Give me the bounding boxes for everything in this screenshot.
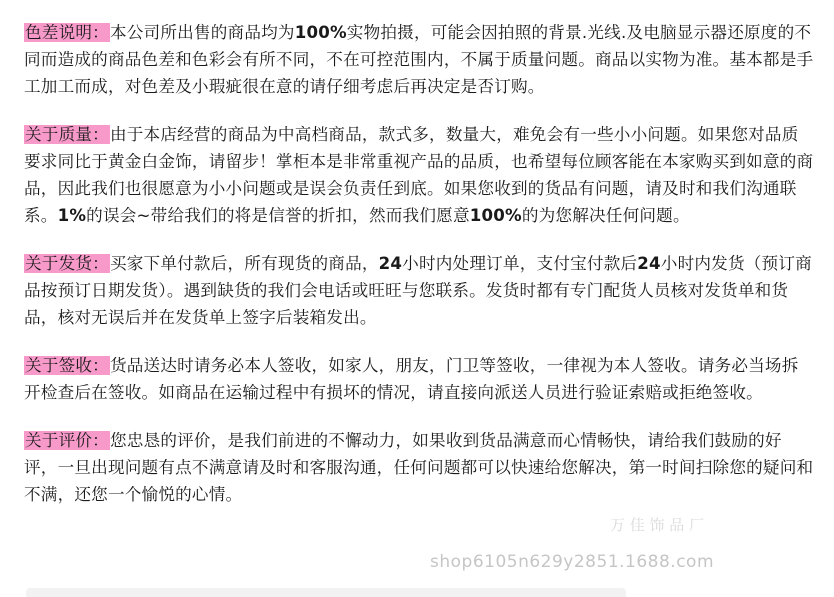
bottom-divider bbox=[26, 588, 626, 597]
section-color-difference bbox=[24, 19, 814, 100]
section-tag-review: 关于评价： bbox=[25, 431, 109, 450]
watermark-brand: 万 佳 饰 品 厂 bbox=[610, 516, 705, 534]
section-shipping bbox=[24, 250, 814, 331]
watermark-shop-url: shop6105n629y2851.1688.com bbox=[430, 552, 715, 572]
section-text: 本公司所出售的商品均为 bbox=[109, 23, 295, 42]
section-text: 实物拍摄，可能会因拍照的背景.光线.及电脑显示器还原度的不同而造成的商品色差和色彩会有所不同，不在可控范围内，不属于质量问题。商品以实物为准。基本都是手工加工而成，对色差及小瑕疵很在意的请仔细考虑后再决定是否订购。 bbox=[24, 23, 814, 96]
section-text: 的误会~带给我们的将是信誉的折扣，然而我们愿意 bbox=[86, 206, 470, 225]
store-policy-notice bbox=[24, 19, 814, 508]
section-text: 您忠恳的评价，是我们前进的不懈动力，如果收到货品满意而心情畅快，请给我们鼓励的好评，一旦出现问题有点不满意请及时和客服沟通，任何问题都可以快速给您解决，第一时间扫除您的疑问和不满，还您一个愉悦的心情。 bbox=[24, 431, 814, 504]
section-tag-signing: 关于签收： bbox=[25, 356, 109, 375]
section-text: 买家下单付款后，所有现货的商品， bbox=[109, 254, 379, 273]
bold-figure: 24 bbox=[637, 254, 661, 273]
section-text: 的为您解决任何问题。 bbox=[521, 206, 690, 225]
bold-figure: 100% bbox=[469, 206, 522, 225]
bold-figure: 100% bbox=[294, 23, 347, 42]
section-text: 小时内处理订单，支付宝付款后 bbox=[402, 254, 638, 273]
section-review bbox=[24, 427, 814, 508]
section-text: 由于本店经营的商品为中高档商品，款式多，数量大，难免会有一些小小问题。如果您对品质要求同比于黄金白金饰，请留步！掌柜本是非常重视产品的品质，也希望每位顾客能在本家购买到如意的商品，因此我们也很愿意为小小问题或是误会负责任到底。如果您收到的货品有问题，请及时和我们沟通联系。 bbox=[24, 125, 814, 225]
section-tag-quality: 关于质量： bbox=[25, 125, 109, 144]
section-signing bbox=[24, 352, 814, 406]
section-text: 小时内发货（预订商品按预订日期发货）。遇到缺货的我们会电话或旺旺与您联系。发货时都有专门配货人员核对发货单和货品，核对无误后并在发货单上签字后装箱发出。 bbox=[24, 254, 812, 327]
bold-figure: 24 bbox=[378, 254, 403, 273]
bold-figure: 1% bbox=[57, 206, 87, 225]
section-quality bbox=[24, 121, 814, 229]
section-text: 货品送达时请务必本人签收，如家人，朋友，门卫等签收，一律视为本人签收。请务必当场拆开检查后在签收。如商品在运输过程中有损坏的情况，请直接向派送人员进行验证索赔或拒绝签收。 bbox=[24, 356, 799, 402]
section-tag-shipping: 关于发货： bbox=[25, 254, 109, 273]
section-tag-color-difference: 色差说明： bbox=[25, 23, 109, 42]
